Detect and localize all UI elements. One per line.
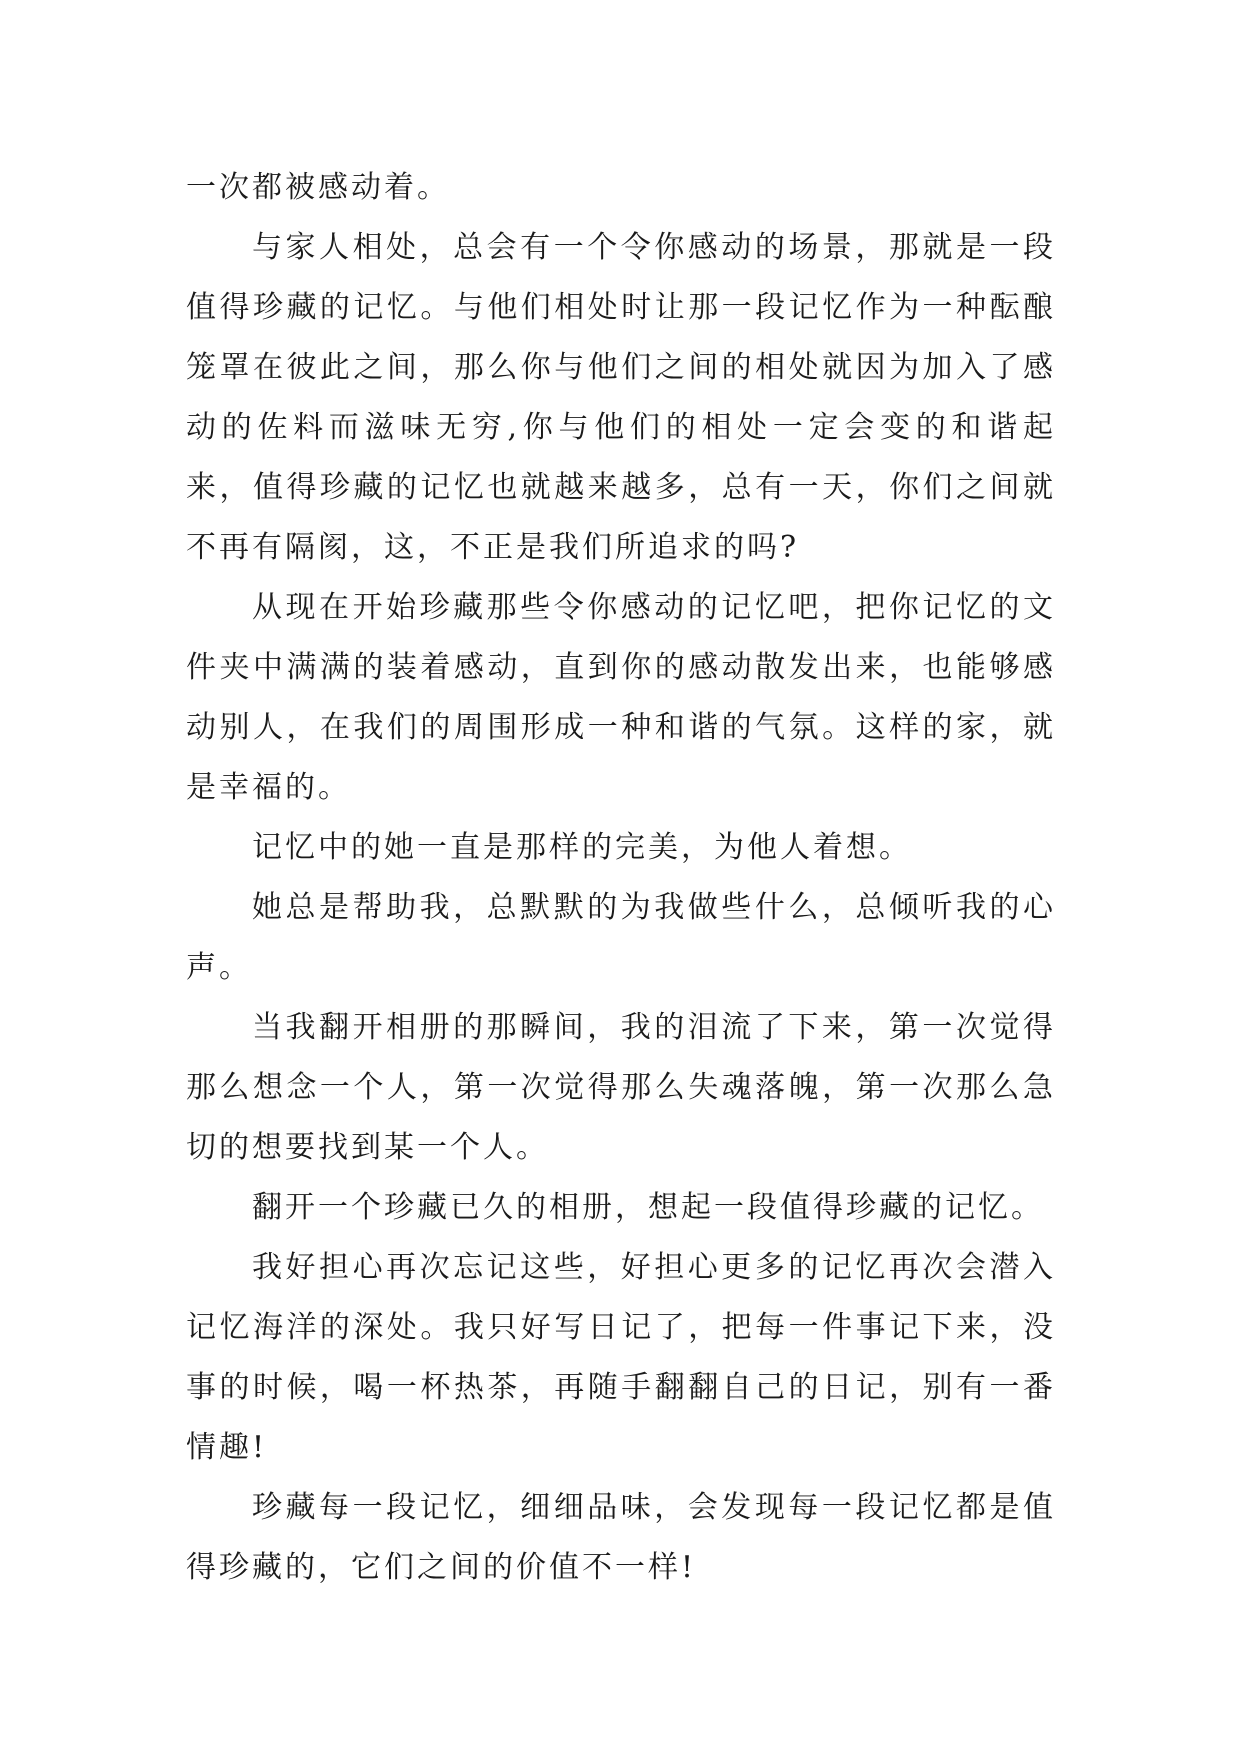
paragraph-3: 从现在开始珍藏那些令你感动的记忆吧，把你记忆的文件夹中满满的装着感动，直到你的感动散发出来，也能够感动别人，在我们的周围形成一种和谐的气氛。这样的家，就是幸福的。 [186,590,1056,805]
paragraph-4: 记忆中的她一直是那样的完美，为他人着想。 [252,830,912,865]
paragraph-9: 珍藏每一段记忆，细细品味，会发现每一段记忆都是值得珍藏的，它们之间的价值不一样! [186,1490,1056,1585]
paragraph-2: 与家人相处，总会有一个令你感动的场景，那就是一段值得珍藏的记忆。与他们相处时让那一段记忆作为一种酝酿笼罩在彼此之间，那么你与他们之间的相处就因为加入了感动的佐料而滋味无穷,你与他们的相处一定会变的和谐起来，值得珍藏的记忆也就越来越多，总有一天，你们之间就不再有隔阂，这，不正是我们所追求的吗? [186,230,1056,565]
paragraph-1: 一次都被感动着。 [186,170,450,205]
paragraph-7: 翻开一个珍藏已久的相册，想起一段值得珍藏的记忆。 [252,1190,1044,1225]
document-body [186,158,1056,1598]
paragraph-8: 我好担心再次忘记这些，好担心更多的记忆再次会潜入记忆海洋的深处。我只好写日记了，把每一件事记下来，没事的时候，喝一杯热茶，再随手翻翻自己的日记，别有一番情趣! [186,1250,1056,1465]
paragraph-6: 当我翻开相册的那瞬间，我的泪流了下来，第一次觉得那么想念一个人，第一次觉得那么失魂落魄，第一次那么急切的想要找到某一个人。 [186,1010,1056,1165]
paragraph-5: 她总是帮助我，总默默的为我做些什么，总倾听我的心声。 [186,890,1056,985]
